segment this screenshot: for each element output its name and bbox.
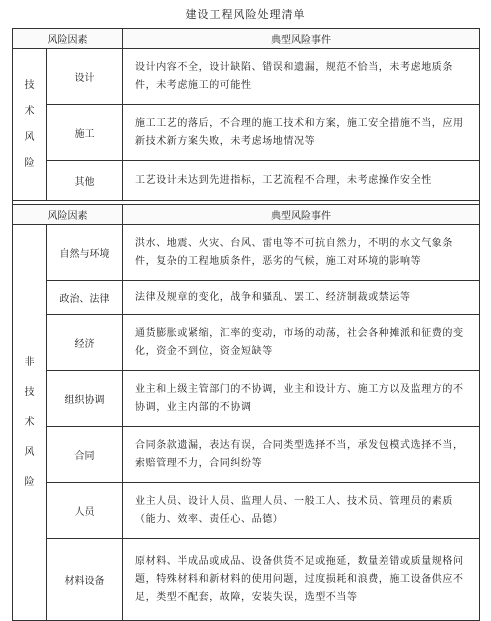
table-row bbox=[13, 105, 480, 161]
factor-cell: 政治、法律 bbox=[47, 281, 123, 315]
table-header-row bbox=[13, 205, 480, 225]
event-cell: 设计内容不全，设计缺陷、错误和遗漏，规范不恰当，未考虑地质条件，未考虑施工的可能性 bbox=[123, 49, 480, 105]
event-cell: 洪水、地震、火灾、台风、雷电等不可抗自然力，不明的水文气象条件，复杂的工程地质条件，恶劣的气候，施工对环境的影响等 bbox=[123, 225, 480, 281]
table-row bbox=[13, 49, 480, 105]
category-technical-label: 技术风险 bbox=[24, 79, 35, 169]
table-row bbox=[13, 315, 480, 371]
header-event: 典型风险事件 bbox=[123, 205, 480, 225]
table-header-row bbox=[13, 29, 480, 49]
table-row bbox=[13, 371, 480, 427]
event-cell: 法律及规章的变化，战争和骚乱、罢工、经济制裁或禁运等 bbox=[123, 281, 480, 315]
table-row bbox=[13, 539, 480, 621]
event-cell: 通货膨胀或紧缩，汇率的变动，市场的动荡，社会各种摊派和征费的变化，资金不到位，资金短缺等 bbox=[123, 315, 480, 371]
factor-cell: 组织协调 bbox=[47, 371, 123, 427]
table-row bbox=[13, 225, 480, 281]
event-cell: 施工工艺的落后，不合理的施工技术和方案，施工安全措施不当，应用新技术新方案失败，未考虑场地情况等 bbox=[123, 105, 480, 161]
header-factor: 风险因素 bbox=[13, 205, 123, 225]
table-row bbox=[13, 427, 480, 483]
factor-cell: 合同 bbox=[47, 427, 123, 483]
event-cell: 业主人员、设计人员、监理人员、一般工人、技术员、管理员的素质（能力、效率、责任心、品德） bbox=[123, 483, 480, 539]
category-nontechnical-label: 非技术风险 bbox=[24, 356, 35, 488]
factor-cell: 人员 bbox=[47, 483, 123, 539]
risk-table bbox=[12, 28, 480, 621]
header-factor: 风险因素 bbox=[13, 29, 123, 49]
event-cell: 原材料、半成品或成品、设备供货不足或拖延，数量差错或质量规格问题，特殊材料和新材料的使用问题，过度损耗和浪费，施工设备供应不足，类型不配套，故障，安装失误，选型不当等 bbox=[123, 539, 480, 621]
header-event: 典型风险事件 bbox=[123, 29, 480, 49]
event-cell: 工艺设计未达到先进指标，工艺流程不合理，未考虑操作安全性 bbox=[123, 161, 480, 201]
category-nontechnical bbox=[13, 225, 47, 621]
factor-cell: 设计 bbox=[47, 49, 123, 105]
factor-cell: 施工 bbox=[47, 105, 123, 161]
table-row bbox=[13, 161, 480, 201]
event-cell: 业主和上级主管部门的不协调，业主和设计方、施工方以及监理方的不协调，业主内部的不协调 bbox=[123, 371, 480, 427]
category-technical bbox=[13, 49, 47, 201]
table-row bbox=[13, 483, 480, 539]
factor-cell: 经济 bbox=[47, 315, 123, 371]
factor-cell: 自然与环境 bbox=[47, 225, 123, 281]
document-title: 建设工程风险处理清单 bbox=[185, 8, 306, 21]
factor-cell: 材料设备 bbox=[47, 539, 123, 621]
table-row bbox=[13, 281, 480, 315]
factor-cell: 其他 bbox=[47, 161, 123, 201]
event-cell: 合同条款遗漏，表达有误，合同类型选择不当，承发包模式选择不当，索赔管理不力，合同纠纷等 bbox=[123, 427, 480, 483]
